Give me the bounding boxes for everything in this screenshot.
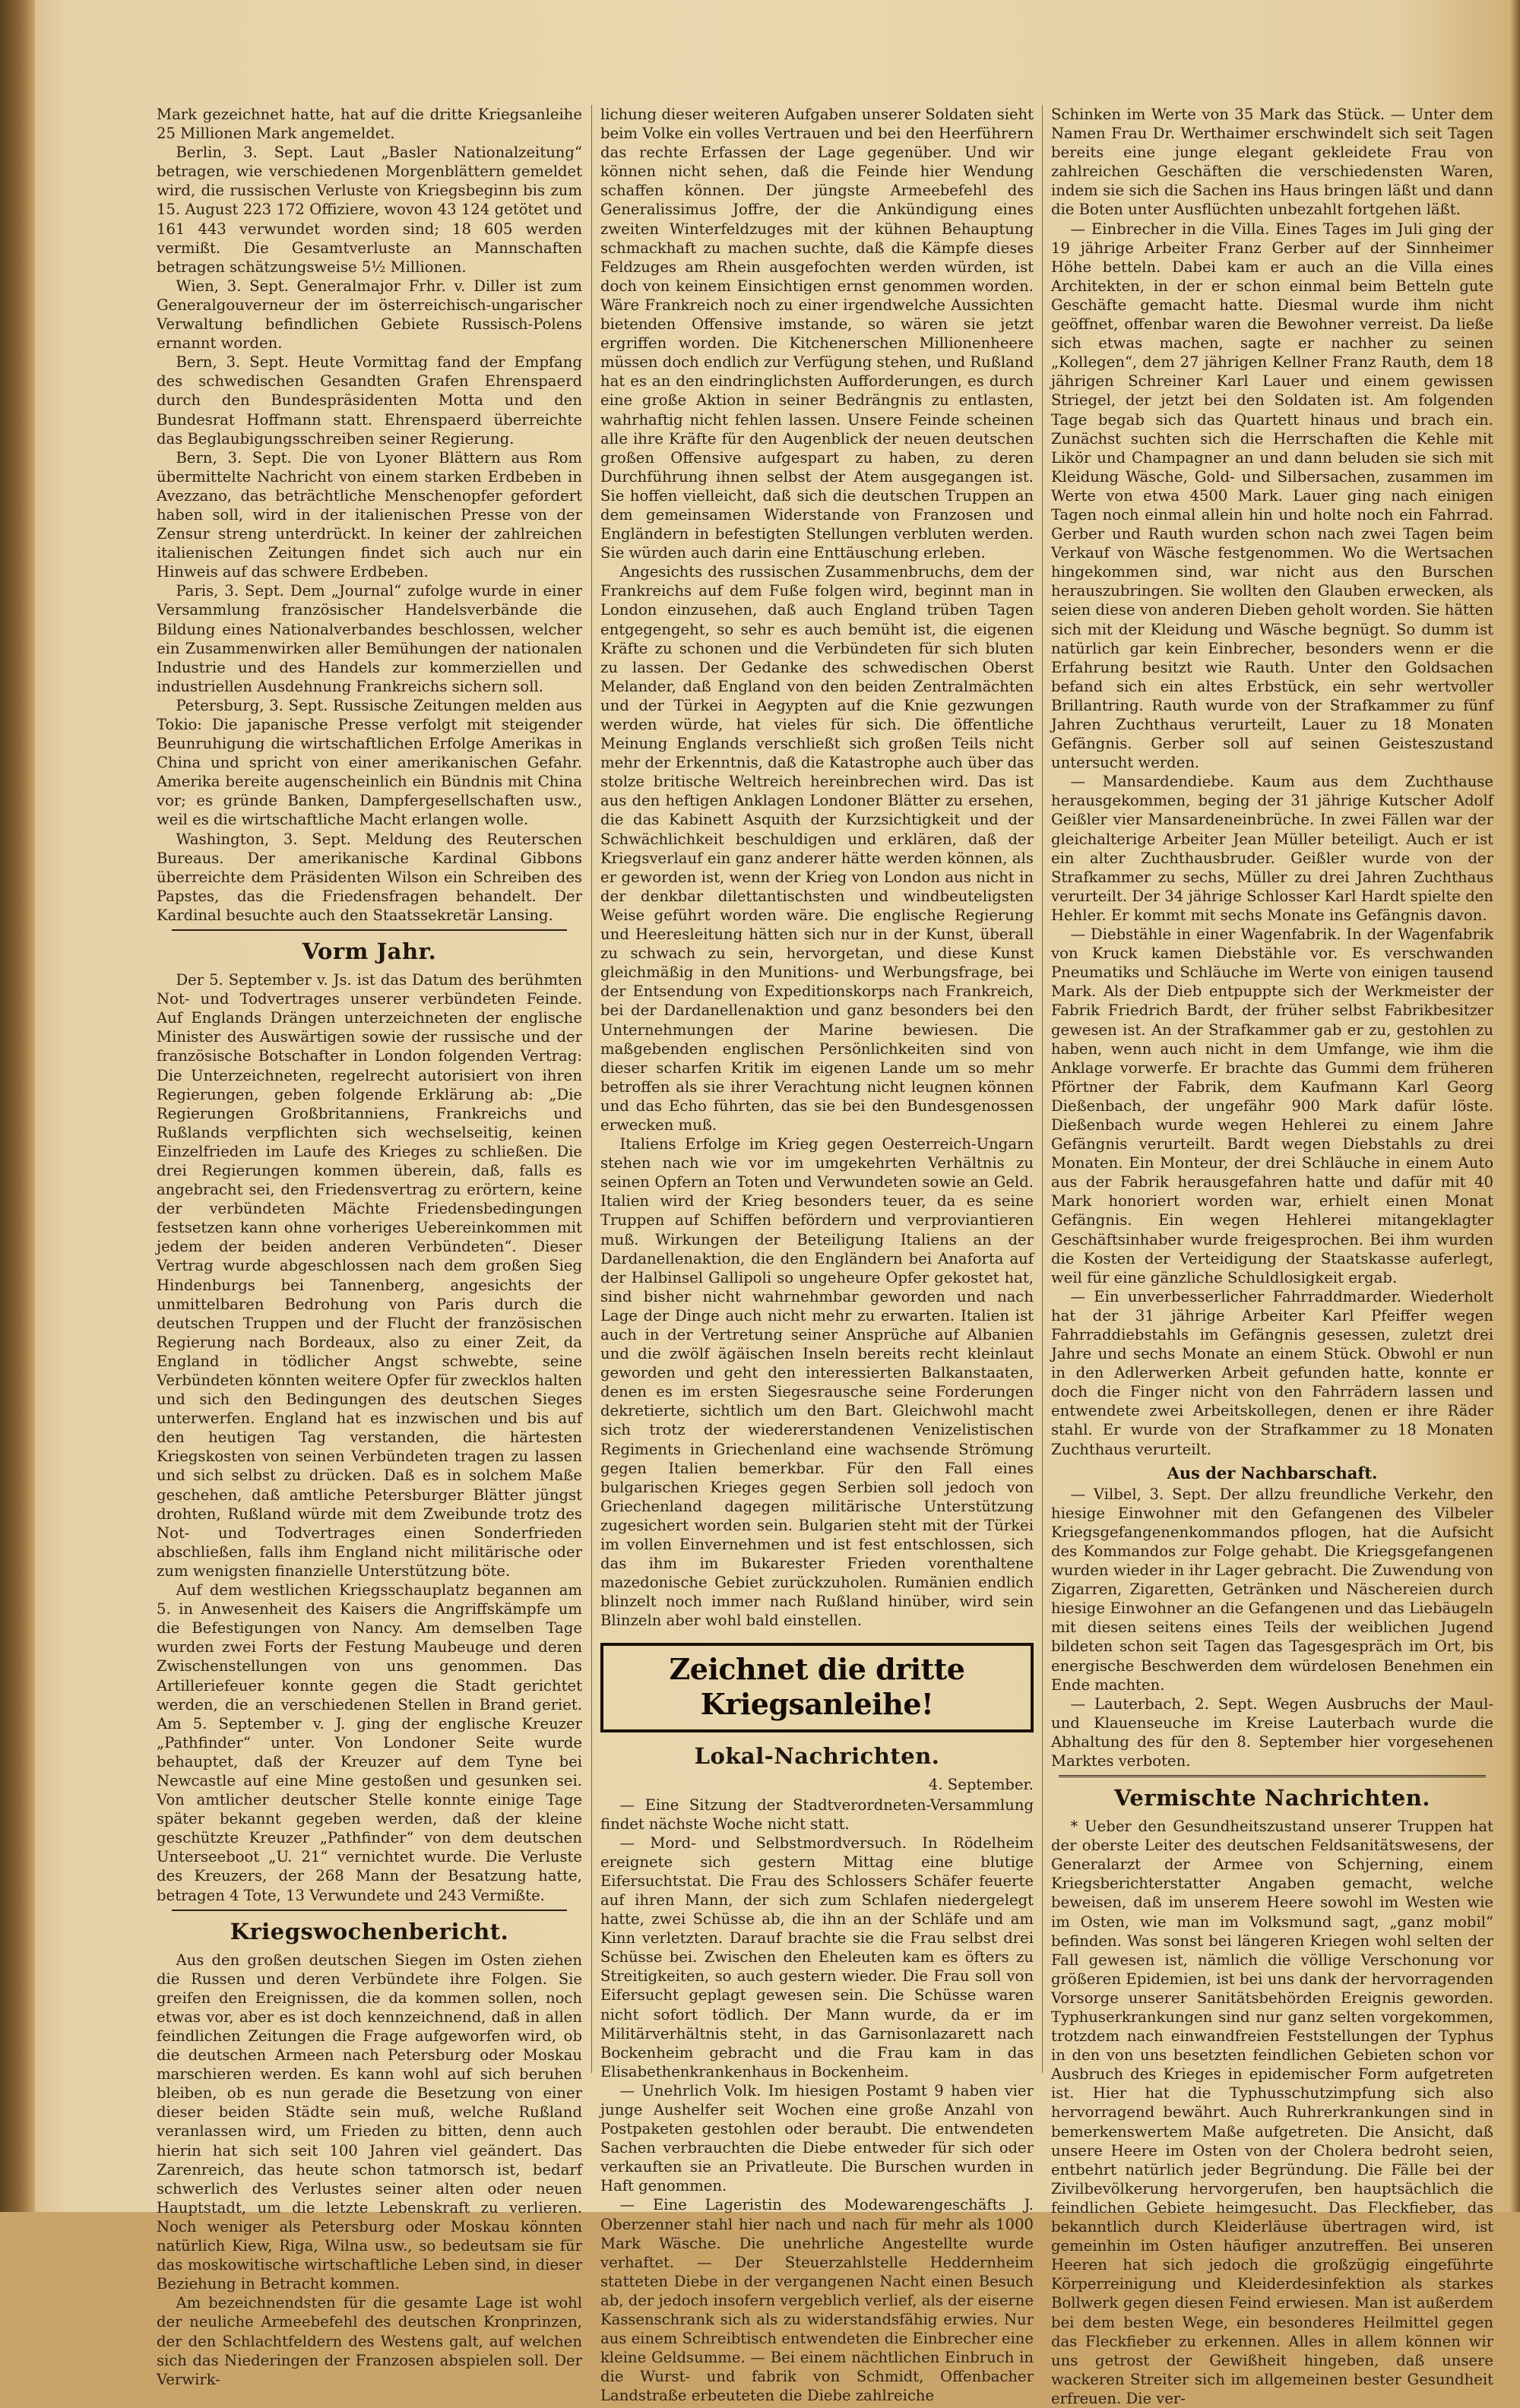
section-divider (172, 929, 567, 931)
article-paragraph: — Einbrecher in die Villa. Eines Tages im Juli ging der 19 jährige Arbeiter Franz Gerber auf der Sinnheimer Höhe betteln. Dabei kam er auch an die Villa eines Architekten, in der er schon einmal beim Betteln gute Geschäfte gemacht hatte. Diesmal wurde ihm nicht geöffnet, offenbar waren die Bewohner verreist. Da ließe sich etwas machen, sagte er nachher zu seinen „Kollegen“, dem 27 jährigen Kellner Franz Rauth, dem 18 jährigen Schreiner Karl Lauer und einem gewissen Striegel, der jetzt bei den Soldaten ist. Am folgenden Tage begab sich das Quartett hinaus und brach ein. Zunächst suchten sich die Herrschaften die Kehle mit Likör und Champagner an und dann beluden sie sich mit Kleidung Wäsche, Gold- und Silbersachen, zusammen im Werte von etwa 4500 Mark. Lauer ging nach einigen Tagen noch einmal allein hin und holte noch ein Fahrrad. Gerber und Rauth wurden schon nach zwei Tagen beim Verkauf von Wäsche festgenommen. Wo die Wertsachen hingekommen sind, war nicht aus den Burschen herauszubringen. Sie wollten den Glauben erwecken, als seien diese von anderen Dieben geholt worden. Sie hätten sich mit der Kleidung und Wäsche begnügt. So dumm ist natürlich gar kein Einbrecher, besonders wenn er die Erfahrung besitzt wie Rauth. Unter den Goldsachen befand sich ein altes Erbstück, ein sehr wertvoller Brillantring. Rauth wurde von der Strafkammer zu fünf Jahren Zuchthaus verurteilt, Lauer zu 18 Monaten Gefängnis. Gerber soll auf seinen Geisteszustand untersucht werden. (1051, 220, 1493, 772)
section-date: 4. September. (928, 1775, 1034, 1793)
article-paragraph: Petersburg, 3. Sept. Russische Zeitungen melden aus Tokio: Die japanische Presse verfolgt mit steigender Beunruhigung die wirtschaftlichen Erfolge Amerikas in China und spricht von einer amerikanischen Gefahr. Amerika bereite augenscheinlich ein Bündnis mit China vor; es gründe Banken, Dampfergesellschaften usw., weil es die wirtschaftliche Macht erlangen wolle. (157, 696, 582, 829)
column-middle (600, 105, 1034, 2405)
article-paragraph: — Eine Sitzung der Stadtverordneten-Versammlung findet nächste Woche nicht statt. (600, 1796, 1034, 1833)
article-paragraph: Italiens Erfolge im Krieg gegen Oesterreich-Ungarn stehen nach wie vor im umgekehrten Verhältnis zu seinen Opfern an Toten und Verwundeten sowie an Geld. Italien wird der Krieg besonders teuer, da es seine Truppen auf Schiffen befördern und verproviantieren muß. Wirkungen der Beteiligung Italiens an der Dardanellenaktion, die den Engländern bei Anaforta auf der Halbinsel Gallipoli so ungeheure Opfer gekostet hat, sind bisher nicht wahrnehmbar geworden und nach Lage der Dinge auch nicht mehr zu erwarten. Italien ist auch in der Vertretung seiner Ansprüche auf Albanien und die zwölf ägäischen Inseln bereits recht kleinlaut geworden und geht den interessierten Balkanstaaten, denen es im ersten Siegesrausche seine Forderungen dekretierte, sichtlich um den Bart. Gleichwohl macht sich trotz der wiedererstandenen Venizelistischen Regiments in Griechenland eine wachsende Strömung gegen Italien bemerkbar. Für den Fall eines bulgarischen Krieges gegen Serbien soll jedoch von Griechenland dagegen militärische Unterstützung zugesichert worden sein. Bulgarien steht mit der Türkei im vollen Einvernehmen und ist fest entschlossen, sich das ihm im Bukarester Frieden vorenthaltene mazedonische Gebiet zurückzuholen. Rumänien endlich blinzelt noch immer nach Rußland hinüber, wird sein Blinzeln aber wohl bald einstellen. (600, 1135, 1034, 1630)
article-paragraph: — Lauterbach, 2. Sept. Wegen Ausbruchs der Maul- und Klauenseuche im Kreise Lauterbach wurde die Abhaltung des für den 8. September hier vorgesehenen Marktes verboten. (1051, 1694, 1493, 1770)
page-binding-shadow (0, 0, 35, 2212)
article-paragraph: — Mansardendiebe. Kaum aus dem Zuchthause herausgekommen, beging der 31 jährige Kutscher Adolf Geißler vier Mansardeneinbrüche. In zwei Fällen war der gleichalterige Arbeiter Jean Müller beteiligt. Auch er ist ein alter Zuchthausbruder. Geißler wurde von der Strafkammer zu sechs, Müller zu drei Jahren Zuchthaus verurteilt. Der 34 jährige Schlosser Karl Hardt spielte den Hehler. Er kommt mit sechs Monate ins Gefängnis davon. (1051, 773, 1493, 924)
section-heading-vermischte-nachrichten: Vermischte Nachrichten. (1114, 1785, 1430, 1812)
section-heading-nachbarschaft: Aus der Nachbarschaft. (1167, 1463, 1378, 1482)
article-paragraph: Aus den großen deutschen Siegen im Osten ziehen die Russen und deren Verbündete ihre Folgen. Sie greifen den Ereignissen, die da kommen sollen, noch etwas vor, aber es ist doch kennzeichnend, daß in allen feindlichen Zeitungen die Frage aufgeworfen wird, ob die deutschen Armeen nach Petersburg oder Moskau marschieren werden. Es kann wohl auf sich beruhen bleiben, ob es nun gerade die Besetzung von einer dieser beiden Städte sein muß, welche Rußland veranlassen wird, um Frieden zu bitten, denn auch hierin hat sich seit 100 Jahren viel geändert. Das Zarenreich, das heute schon tatmorsch ist, bedarf schwerlich des Verlustes seiner alten oder neuen Hauptstadt, um die letzte Lebenskraft zu verlieren. Noch weniger als Petersburg oder Moskau könnten natürlich Kiew, Riga, Wilna usw., so bedeutsam sie für das moskowitische wirtschaftliche Leben sind, in dieser Beziehung in Betracht kommen. (157, 1951, 582, 2293)
section-heading-lokal-nachrichten: Lokal-Nachrichten. (694, 1742, 940, 1769)
section-divider (1059, 1775, 1486, 1777)
article-paragraph: Paris, 3. Sept. Dem „Journal“ zufolge wurde in einer Versammlung französischer Handelsverbände die Bildung eines Nationalverbandes beschlossen, welcher ein Zusammenwirken aller Bemühungen der nationalen Industrie und des Handels zur kommerziellen und industriellen Ausdehnung Frankreichs sichern soll. (157, 582, 582, 695)
war-loan-banner: Zeichnet die dritte Kriegsanleihe! (600, 1643, 1034, 1732)
article-paragraph: — Mord- und Selbstmordversuch. In Rödelheim ereignete sich gestern Mittag eine blutige Eifersuchtstat. Die Frau des Schlossers Schäfer feuerte auf ihren Mann, der sich zum Schlafen niedergelegt hatte, zwei Schüsse ab, die ihn an der Schläfe und am Kinn verletzten. Darauf brachte sie die Frau selbst drei Schüsse bei. Zwischen den Eheleuten kam es öfters zu Streitigkeiten, so auch gestern wieder. Die Frau soll von Eifersucht geplagt gewesen sein. Die Schüsse waren nicht sofort tödlich. Der Mann wurde, da er im Militärverhältnis steht, in das Garnisonlazarett nach Bockenheim gebracht und die Frau kam in das Elisabethenkrankenhaus in Bockenheim. (600, 1834, 1034, 2080)
article-paragraph: Wien, 3. Sept. Generalmajor Frhr. v. Diller ist zum Generalgouverneur der im österreichisch-ungarischer Verwaltung befindlichen Gebiete Russisch-Polens ernannt worden. (157, 277, 582, 353)
article-paragraph: — Ein unverbesserlicher Fahrraddmarder. Wiederholt hat der 31 jährige Arbeiter Karl Pfeiffer wegen Fahrraddiebstahls im Gefängnis gesessen, zuletzt drei Jahre und sechs Monate an einem Stück. Obwohl er nun in den Adlerwerken Arbeit gefunden hatte, konnte er doch die Finger nicht von den Fahrrädern lassen und entwendete zwei Arbeitskollegen, denen er ihre Räder stahl. Er wurde von der Strafkammer zu 18 Monaten Zuchthaus verurteilt. (1051, 1287, 1493, 1458)
page-edge (1509, 0, 1520, 2212)
article-paragraph: lichung dieser weiteren Aufgaben unserer Soldaten sieht beim Volke ein volles Vertrauen und bei den Heerführern das rechte Erfassen der Lage gegenüber. Und wir können nicht sehen, daß die Feinde hier Wendung schaffen können. Der jüngste Armeebefehl des Generalissimus Joffre, der die Ankündigung eines zweiten Winterfeldzuges mit der kühnen Behauptung schmackhaft zu machen suchte, daß die Kämpfe dieses Feldzuges am Rhein ausgefochten werden würden, ist doch von keinem Einsichtigen ernst genommen worden. Wäre Frankreich noch zu einer irgendwelche Aussichten bietenden Offensive imstande, so wären sie jetzt ergriffen worden. Die Kitchenerschen Millionenheere müssen doch endlich zur Verfügung stehen, und Rußland hat es an den eindringlichsten Aufforderungen, es durch eine große Aktion in seiner Bedrängnis zu entlasten, wahrhaftig nicht fehlen lassen. Unsere Feinde scheinen alle ihre Kräfte für den Augenblick der neuen deutschen großen Offensive aufgespart zu haben, zu deren Durchführung ihnen selbst der Atem ausgegangen ist. Sie hoffen vielleicht, daß sich die deutschen Truppen an dem gemeinsamen Widerstande von Franzosen und Engländern in befestigten Stellungen verbluten werden. Sie würden auch darin eine Enttäuschung erleben. (600, 106, 1034, 562)
column-rule (1042, 105, 1043, 2073)
column-left (157, 105, 582, 2388)
article-paragraph: — Eine Lageristin des Modewarengeschäfts J. Oberzenner stahl hier nach und nach für mehr als 1000 Mark Wäsche. Die unehrliche Angestellte wurde verhaftet. — Der Steuerzahlstelle Heddernheim statteten Diebe in der vergangenen Nacht einen Besuch ab, der jedoch insofern vergeblich verlief, als der eiserne Kassenschrank sich als zu widerstandsfähig erwies. Nur aus einem Schreibtisch entwendeten die Einbrecher eine kleine Geldsumme. — Bei einem nächtlichen Einbruch in die Wurst- und fabrik von Schmidt, Offenbacher Landstraße erbeuteten die Diebe zahlreiche (600, 2196, 1034, 2405)
section-divider (172, 1910, 567, 1911)
article-paragraph: Bern, 3. Sept. Die von Lyoner Blättern aus Rom übermittelte Nachricht von einem starken Erdbeben in Avezzano, das beträchtliche Menschenopfer gefordert haben soll, wird in der italienischen Presse von der Zensur streng unterdrückt. In keiner der zahlreichen italienischen Zeitungen findet sich auch nur ein Hinweis auf das schwere Erdbeben. (157, 448, 582, 581)
article-paragraph: — Diebstähle in einer Wagenfabrik. In der Wagenfabrik von Kruck kamen Diebstähle vor. Es verschwanden Pneumatiks und Schläuche im Werte von einigen tausend Mark. Als der Dieb entpuppte sich der Werkmeister der Fabrik Friedrich Bardt, der früher selbst Fabrikbesitzer gewesen ist. An der Strafkammer gab er zu, gestohlen zu haben, wenn auch nicht in dem Umfange, wie ihm die Anklage vorwerfe. Er brachte das Gummi dem früheren Pförtner der Fabrik, dem Kaufmann Karl Georg Dießenbach, der ungefähr 900 Mark dafür löste. Dießenbach wurde wegen Hehlerei zu einem Jahre Gefängnis verurteilt. Bardt wegen Diebstahls zu drei Monaten. Ein Monteur, der drei Schläuche in einem Auto aus der Fabrik herausgefahren hatte und dafür mit 40 Mark honoriert worden war, erhielt einen Monat Gefängnis. Ein wegen Hehlerei mitangeklagter Geschäftsinhaber wurde freigesprochen. Bei ihm wurden die Kosten der Verteidigung der Staatskasse auferlegt, weil für eine gänzliche Schuldlosigkeit ergab. (1051, 926, 1493, 1286)
article-paragraph: Washington, 3. Sept. Meldung des Reuterschen Bureaus. Der amerikanische Kardinal Gibbons überreichte dem Präsidenten Wilson ein Schreiben des Papstes, das die Friedensfragen behandelt. Der Kardinal besuchte auch den Staatssekretär Lansing. (157, 830, 582, 924)
article-paragraph: Am bezeichnendsten für die gesamte Lage ist wohl der neuliche Armeebefehl des deutschen Kronprinzen, der den Schlachtfeldern des Westens galt, auf welchen sich das Niederingen der Franzosen abspielen soll. Der Verwirk- (157, 2294, 582, 2388)
article-paragraph: Der 5. September v. Js. ist das Datum des berühmten Not- und Todvertrages unserer verbündeten Feinde. Auf Englands Drängen unterzeichneten der englische Minister des Auswärtigen sowie der russische und der französische Botschafter in London folgenden Vertrag: Die Unterzeichneten, regelrecht autorisiert von ihren Regierungen, geben folgende Erklärung ab: „Die Regierungen Großbritanniens, Frankreichs und Rußlands verpflichten sich wechselseitig, keinen Einzelfrieden im Laufe des Krieges zu schließen. Die drei Regierungen kommen überein, daß, falls es angebracht sei, den Friedensvertrag zu erörtern, keine der verbündeten Mächte Friedensbedingungen festsetzen kann ohne vorheriges Uebereinkommen mit jedem der beiden anderen Verbündeten“. Dieser Vertrag wurde abgeschlossen nach dem großen Sieg Hindenburgs bei Tannenberg, angesichts der unmittelbaren Bedrohung von Paris durch die deutschen Truppen und der Flucht der französischen Regierung nach Bordeaux, also zu einer Zeit, da England in tödlicher Angst schwebte, seine Verbündeten könnten weitere Opfer für zwecklos halten und sich den Bedingungen des deutschen Sieges unterwerfen. England hat es inzwischen und bis auf den heutigen Tag verstanden, die härtesten Kriegskosten von seinen Verbündeten tragen zu lassen und sich selbst zu drücken. Daß es in solchem Maße geschehen, daß amtliche Petersburger Blätter jüngst drohten, Rußland würde mit dem Zweibunde trotz des Not- und Todvertrages einen Sonderfrieden abschließen, falls ihm England nicht militärische oder zum wenigsten finanzielle Unterstützung böte. (157, 971, 582, 1580)
article-paragraph: * Ueber den Gesundheitszustand unserer Truppen hat der oberste Leiter des deutschen Feldsanitätswesens, der Generalarzt der Armee von Schjerning, einem Kriegsberichterstatter Angaben gemacht, welche beweisen, daß im unserem Heere sowohl im Westen wie im Osten, wie man im Volksmund sagt, „ganz mobil“ befinden. Was sonst bei längeren Kriegen wohl selten der Fall gewesen ist, nämlich die völlige Verschonung vor größeren Epidemien, ist bei uns dank der hervorragenden Vorsorge unserer Sanitätsbehörden Ereignis geworden. Typhuserkrankungen sind nur ganz selten vorgekommen, trotzdem nach einwandfreien Feststellungen der Typhus in den von uns besetzten feindlichen Gebieten schon vor Ausbruch des Krieges in epidemischer Form aufgetreten ist. Hier hat die Typhusschutzimpfung sich also hervorragend bewährt. Auch Ruhrerkrankungen sind in bemerkenswertem Maße aufgetreten. Die Ansicht, daß unsere Heere im Osten von der Cholera bedroht seien, entbehrt natürlich jeder Begründung. Die Fälle bei der Zivilbevölkerung hervorgerufen, ben hauptsächlich die feindlichen Gebiete heimgesucht. Das Fleckfieber, das bekanntlich durch Kleiderläuse übertragen wird, ist gemeinhin im Osten häufiger anzutreffen. Bei unseren Heeren hat sich jedoch die großzügig eingeführte Körperreinigung und Kleiderdesinfektion als starkes Bollwerk gegen diesen Feind erwiesen. Man ist außerdem bei dem besten Wege, ein besonderes Heilmittel gegen das Fleckfieber zu erkennen. Alles in allem können wir uns getrost der Gewißheit hingeben, daß unsere wackeren Streiter sich im allgemeinen bester Gesundheit erfreuen. Die ver- (1051, 1818, 1493, 2407)
article-paragraph: Angesichts des russischen Zusammenbruchs, dem der Frankreichs auf dem Fuße folgen wird, beginnt man in London einzusehen, daß auch England trüben Tagen entgegengeht, so sehr es auch bemüht ist, die eigenen Kräfte zu schonen und die Verbündeten für sich bluten zu lassen. Der Gedanke des schwedischen Oberst Melander, daß England von den beiden Zentralmächten und der Türkei in Aegypten auf die Knie gezwungen werden würde, hat vieles für sich. Die öffentliche Meinung Englands verschließt sich großen Teils nicht mehr der Erkenntnis, daß die Katastrophe auch über das stolze britische Weltreich hereinbrechen wird. Das ist aus den heftigen Anklagen Londoner Blätter zu ersehen, die das Kabinett Asquith der Kurzsichtigkeit und der Schwächlichkeit beschuldigen und erklären, daß der Kriegsverlauf ein ganz anderer hätte werden können, als er geworden ist, wenn der Krieg von London aus nicht in der denkbar dilettantischsten und windbeuteligsten Weise geführt worden wäre. Die englische Regierung und Heeresleitung hätten sich nur in der Kunst, überall zu schwach zu sein, hervorgetan, und diese Kunst gleichmäßig in den Munitions- und Werbungsfrage, bei der Entsendung von Expeditionskorps nach Frankreich, bei der Dardanellenaktion und ganz besonders bei den Unternehmungen der Marine bewiesen. Die maßgebenden englischen Persönlichkeiten sind von dieser scharfen Kritik im eigenen Lande um so mehr betroffen als sie ihrer Verachtung nicht leugnen können und das Echo führten, das sie bei den Bundesgenossen erwecken muß. (600, 563, 1034, 1134)
article-paragraph: Mark gezeichnet hatte, hat auf die dritte Kriegsanleihe 25 Millionen Mark angemeldet. (157, 106, 582, 143)
column-right (1051, 105, 1493, 2407)
article-paragraph: — Unehrlich Volk. Im hiesigen Postamt 9 haben vier junge Aushelfer seit Wochen eine große Anzahl von Postpaketen gestohlen oder beraubt. Die entwendeten Sachen verbrauchten die Diebe entweder für sich oder verkauften sie an Privatleute. Die Burschen wurden in Haft genommen. (600, 2081, 1034, 2195)
column-rule (591, 105, 592, 2073)
article-paragraph: — Vilbel, 3. Sept. Der allzu freundliche Verkehr, den hiesige Einwohner mit den Gefangenen des Vilbeler Kriegsgefangenenkommandos pflogen, hat die Aufsicht des Kommandos zur Folge gehabt. Die Kriegsgefangenen wurden wieder in ihr Lager gebracht. Die Zuwendung von Zigarren, Zigaretten, Getränken und Näschereien durch hiesige Einwohner an die Gefangenen und das Liebäugeln mit diesen seitens eines Teils der weiblichen Jugend bildeten schon seit Tagen das Tagesgespräch im Ort, bis energische Beschwerden dem würdelosen Benehmen ein Ende machten. (1051, 1485, 1493, 1694)
article-paragraph: Auf dem westlichen Kriegsschauplatz begannen am 5. in Anwesenheit des Kaisers die Angriffskämpfe um die Befestigungen von Nancy. Am demselben Tage wurden zwei Forts der Festung Maubeuge und deren Zwischenstellungen von uns genommen. Das Artilleriefeuer konnte gegen die Stadt gerichtet werden, die an verschiedenen Stellen in Brand geriet. Am 5. September v. J. ging der englische Kreuzer „Pathfinder“ unter. Von Londoner Seite wurde behauptet, daß der Kreuzer auf dem Tyne bei Newcastle auf eine Mine gestoßen und gesunken sei. Von amtlicher deutscher Stelle konnte einige Tage später bekannt gegeben werden, daß der kleine geschützte Kreuzer „Pathfinder“ von dem deutschen Unterseeboot „U. 21“ vernichtet wurde. Die Verluste des Kreuzers, der 268 Mann der Besatzung hatte, betragen 4 Tote, 13 Verwundete und 243 Vermißte. (157, 1581, 582, 1904)
article-paragraph: Schinken im Werte von 35 Mark das Stück. — Unter dem Namen Frau Dr. Werthaimer erschwindelt sich seit Tagen bereits eine junge elegant gekleidete Frau von zahlreichen Geschäften die verschiedensten Waren, indem sie sich die Sachen ins Haus bringen läßt und dann die Boten unter Ausflüchten unbezahlt fortgehen läßt. (1051, 106, 1493, 219)
section-heading-vorm-jahr: Vorm Jahr. (302, 938, 437, 965)
section-heading-kriegswochenbericht: Kriegswochenbericht. (230, 1918, 509, 1944)
article-paragraph: Berlin, 3. Sept. Laut „Basler Nationalzeitung“ betragen, wie verschiedenen Morgenblättern gemeldet wird, die russischen Verluste von Kriegsbeginn bis zum 15. August 223 172 Offiziere, wovon 43 124 getötet und 161 443 verwundet worden sind; 18 605 werden vermißt. Die Gesamtverluste an Mannschaften betragen schätzungsweise 5½ Millionen. (157, 144, 582, 276)
article-paragraph: Bern, 3. Sept. Heute Vormittag fand der Empfang des schwedischen Gesandten Grafen Ehrenspaerd durch den Bundespräsidenten Motta und den Bundesrat Hoffmann statt. Ehrenspaerd überreichte das Beglaubigungsschreiben seiner Regierung. (157, 353, 582, 448)
